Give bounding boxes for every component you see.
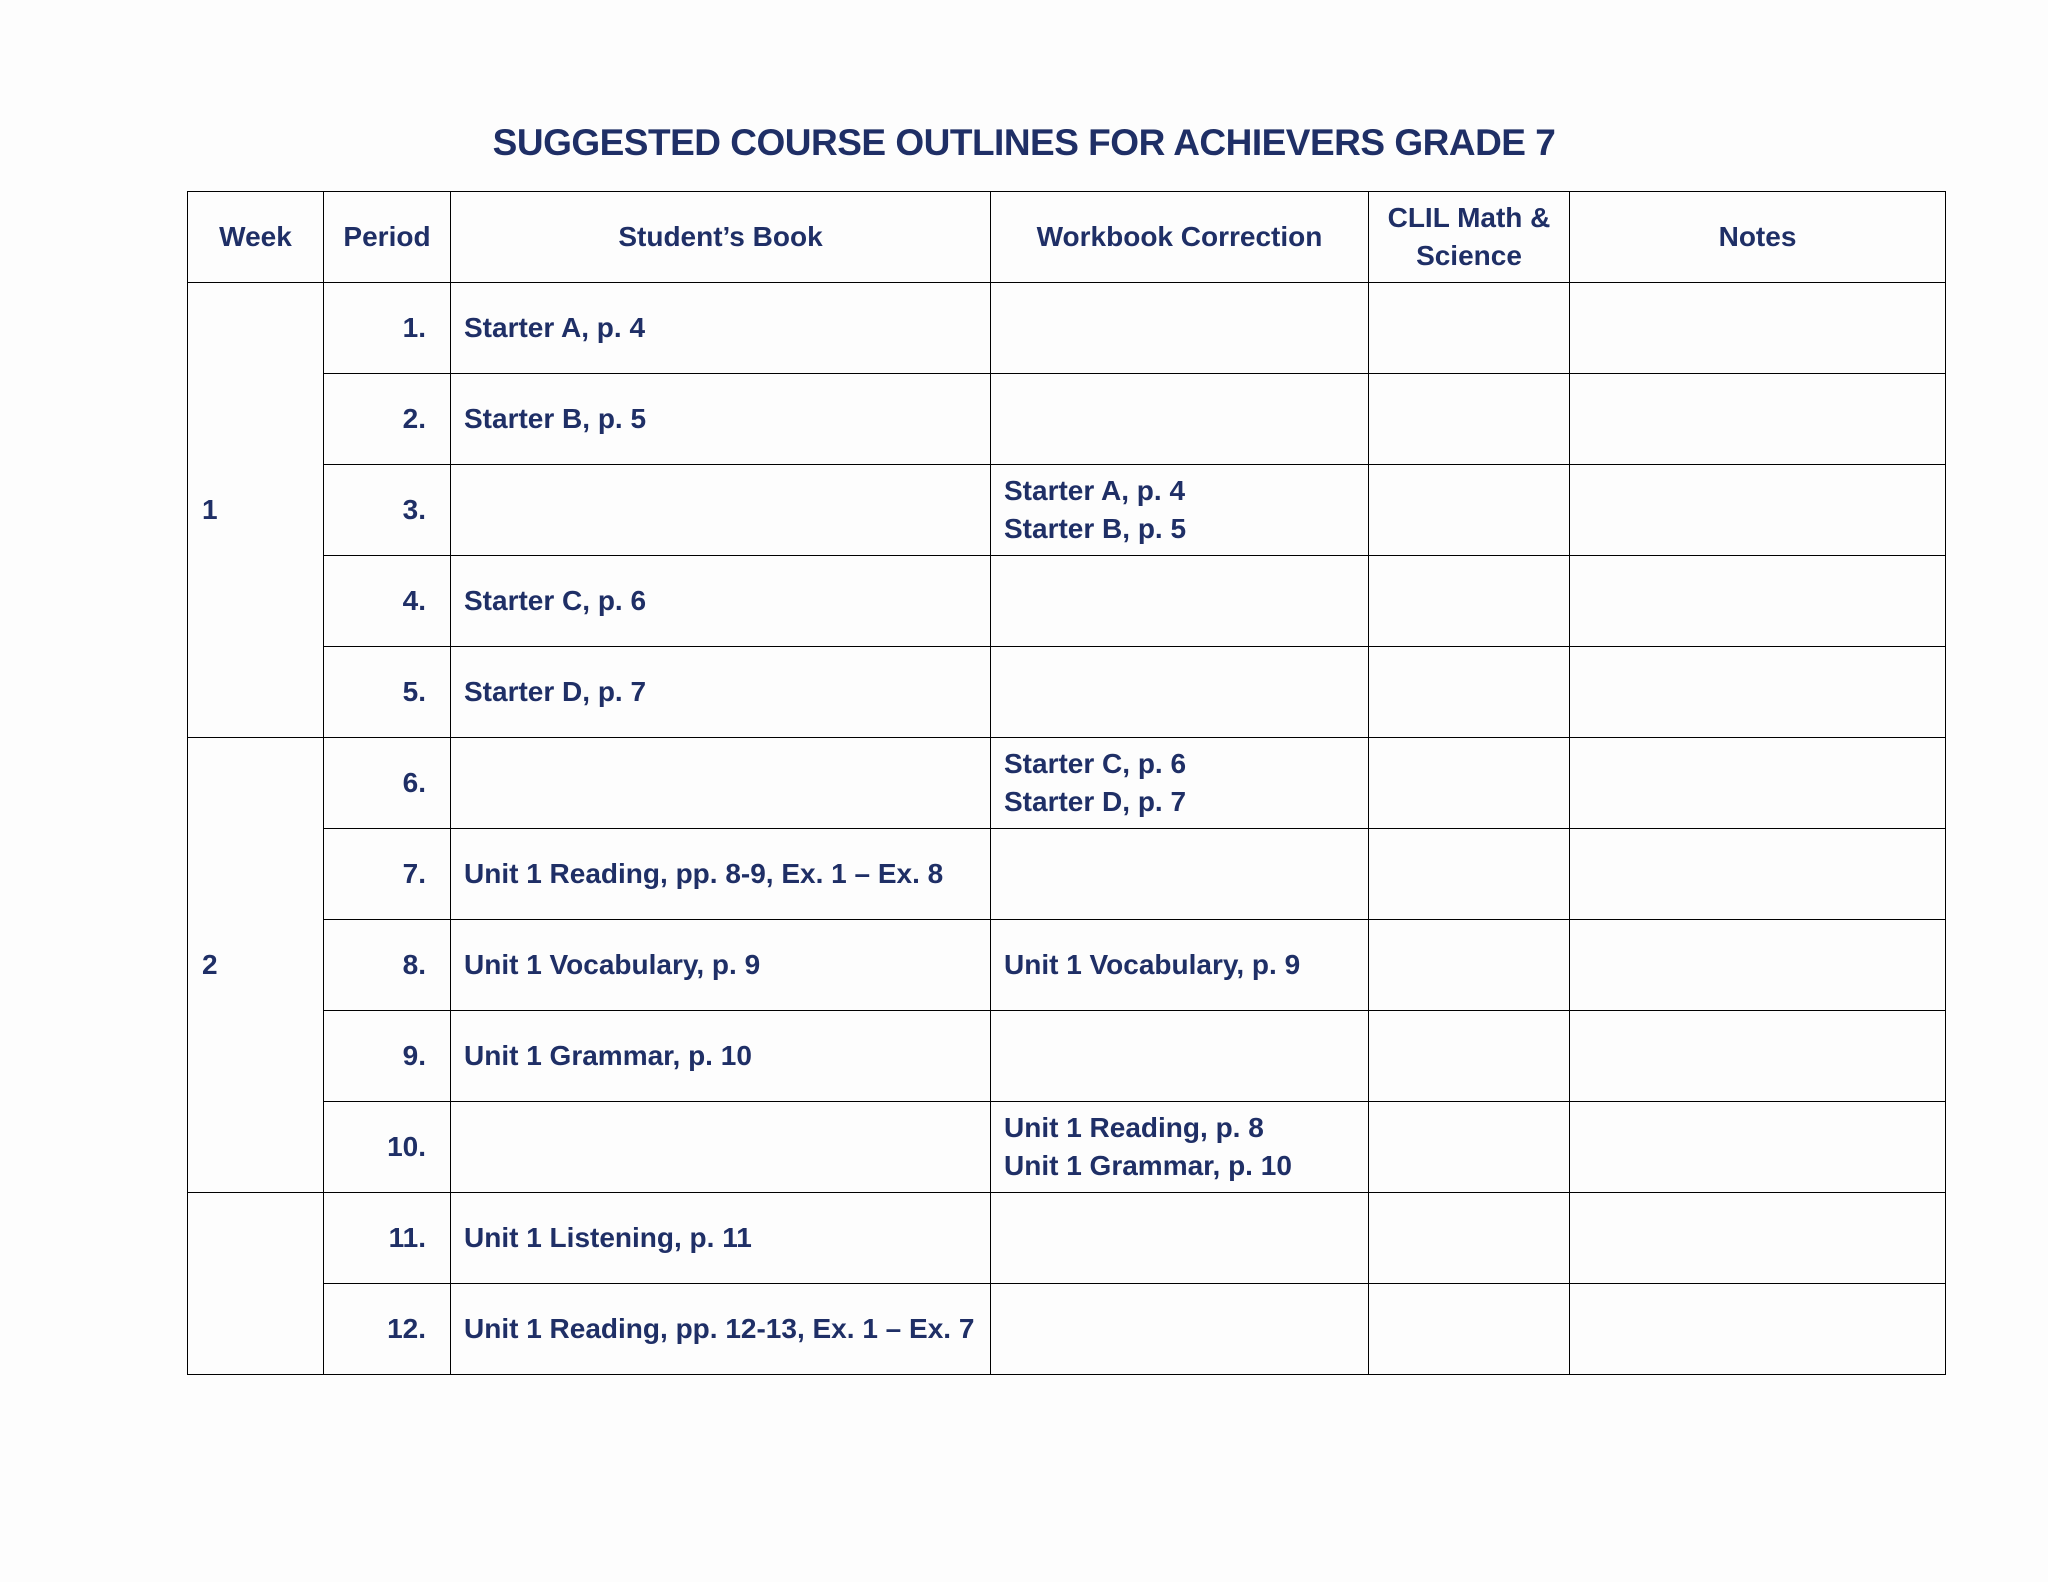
students-book-cell: Unit 1 Vocabulary, p. 9: [451, 920, 991, 1011]
workbook-correction-line: Unit 1 Vocabulary, p. 9: [1004, 949, 1301, 980]
table-row: [188, 1193, 1946, 1284]
notes-cell: [1570, 283, 1946, 374]
notes-cell: [1570, 1193, 1946, 1284]
notes-cell: [1570, 738, 1946, 829]
table-row: [188, 465, 1946, 556]
workbook-correction-cell: [991, 1102, 1369, 1193]
period-cell: 6.: [324, 738, 451, 829]
workbook-correction-cell: [991, 647, 1369, 738]
period-cell: 11.: [324, 1193, 451, 1284]
week-header: Week: [188, 192, 324, 283]
clil-cell: [1369, 738, 1570, 829]
students-book-cell: [451, 1102, 991, 1193]
students-book-cell: Starter D, p. 7: [451, 647, 991, 738]
notes-cell: [1570, 829, 1946, 920]
students-book-header: Student’s Book: [451, 192, 991, 283]
clil-cell: [1369, 647, 1570, 738]
students-book-cell: [451, 465, 991, 556]
table-row: [188, 1284, 1946, 1375]
workbook-correction-cell: [991, 1193, 1369, 1284]
notes-cell: [1570, 556, 1946, 647]
workbook-correction-line: Starter C, p. 6: [1004, 748, 1187, 779]
workbook-correction-line: Starter D, p. 7: [1004, 786, 1187, 817]
workbook-correction-line: Unit 1 Reading, p. 8: [1004, 1112, 1264, 1143]
workbook-correction-cell: [991, 374, 1369, 465]
workbook-correction-cell: [991, 556, 1369, 647]
notes-cell: [1570, 374, 1946, 465]
workbook-correction-line: Starter B, p. 5: [1004, 513, 1187, 544]
table-row: [188, 1011, 1946, 1102]
clil-cell: [1369, 465, 1570, 556]
clil-cell: [1369, 374, 1570, 465]
period-cell: 3.: [324, 465, 451, 556]
students-book-cell: Unit 1 Reading, pp. 8-9, Ex. 1 – Ex. 8: [451, 829, 991, 920]
students-book-cell: Unit 1 Reading, pp. 12-13, Ex. 1 – Ex. 7: [451, 1284, 991, 1375]
header-row: [188, 192, 1946, 283]
table-row: [188, 283, 1946, 374]
table-body: [188, 283, 1946, 1375]
clil-cell: [1369, 829, 1570, 920]
notes-cell: [1570, 920, 1946, 1011]
table-row: [188, 738, 1946, 829]
period-cell: 1.: [324, 283, 451, 374]
page-title: SUGGESTED COURSE OUTLINES FOR ACHIEVERS GRADE 7: [492, 122, 1556, 163]
notes-cell: [1570, 1284, 1946, 1375]
students-book-cell: Unit 1 Listening, p. 11: [451, 1193, 991, 1284]
students-book-cell: Unit 1 Grammar, p. 10: [451, 1011, 991, 1102]
notes-cell: [1570, 647, 1946, 738]
clil-cell: [1369, 1284, 1570, 1375]
clil-cell: [1369, 556, 1570, 647]
week-cell: 1: [188, 283, 324, 738]
clil-cell: [1369, 1102, 1570, 1193]
students-book-cell: [451, 738, 991, 829]
notes-cell: [1570, 1102, 1946, 1193]
workbook-correction-cell: [991, 1011, 1369, 1102]
workbook-correction-line: Starter A, p. 4: [1004, 475, 1186, 506]
table-row: [188, 556, 1946, 647]
students-book-cell: Starter B, p. 5: [451, 374, 991, 465]
clil-header: CLIL Math & Science: [1369, 192, 1570, 283]
period-cell: 2.: [324, 374, 451, 465]
course-outline-table: [187, 191, 1946, 1375]
clil-cell: [1369, 1011, 1570, 1102]
workbook-correction-cell: [991, 465, 1369, 556]
period-cell: 8.: [324, 920, 451, 1011]
workbook-correction-cell: [991, 829, 1369, 920]
period-cell: 12.: [324, 1284, 451, 1375]
clil-cell: [1369, 1193, 1570, 1284]
clil-cell: [1369, 920, 1570, 1011]
students-book-cell: Starter A, p. 4: [451, 283, 991, 374]
notes-cell: [1570, 1011, 1946, 1102]
table-row: [188, 374, 1946, 465]
workbook-correction-cell: [991, 283, 1369, 374]
period-cell: 5.: [324, 647, 451, 738]
week-cell: 2: [188, 738, 324, 1193]
workbook-correction-cell: [991, 920, 1369, 1011]
table-row: [188, 647, 1946, 738]
period-header: Period: [324, 192, 451, 283]
workbook-correction-line: Unit 1 Grammar, p. 10: [1004, 1150, 1292, 1181]
period-cell: 7.: [324, 829, 451, 920]
week-cell: [188, 1193, 324, 1375]
table-row: [188, 920, 1946, 1011]
workbook-correction-cell: [991, 738, 1369, 829]
period-cell: 10.: [324, 1102, 451, 1193]
notes-header: Notes: [1570, 192, 1946, 283]
workbook-correction-cell: [991, 1284, 1369, 1375]
workbook-correction-header: Workbook Correction: [991, 192, 1369, 283]
table-row: [188, 1102, 1946, 1193]
students-book-cell: Starter C, p. 6: [451, 556, 991, 647]
notes-cell: [1570, 465, 1946, 556]
period-cell: 9.: [324, 1011, 451, 1102]
period-cell: 4.: [324, 556, 451, 647]
table-row: [188, 829, 1946, 920]
clil-cell: [1369, 283, 1570, 374]
